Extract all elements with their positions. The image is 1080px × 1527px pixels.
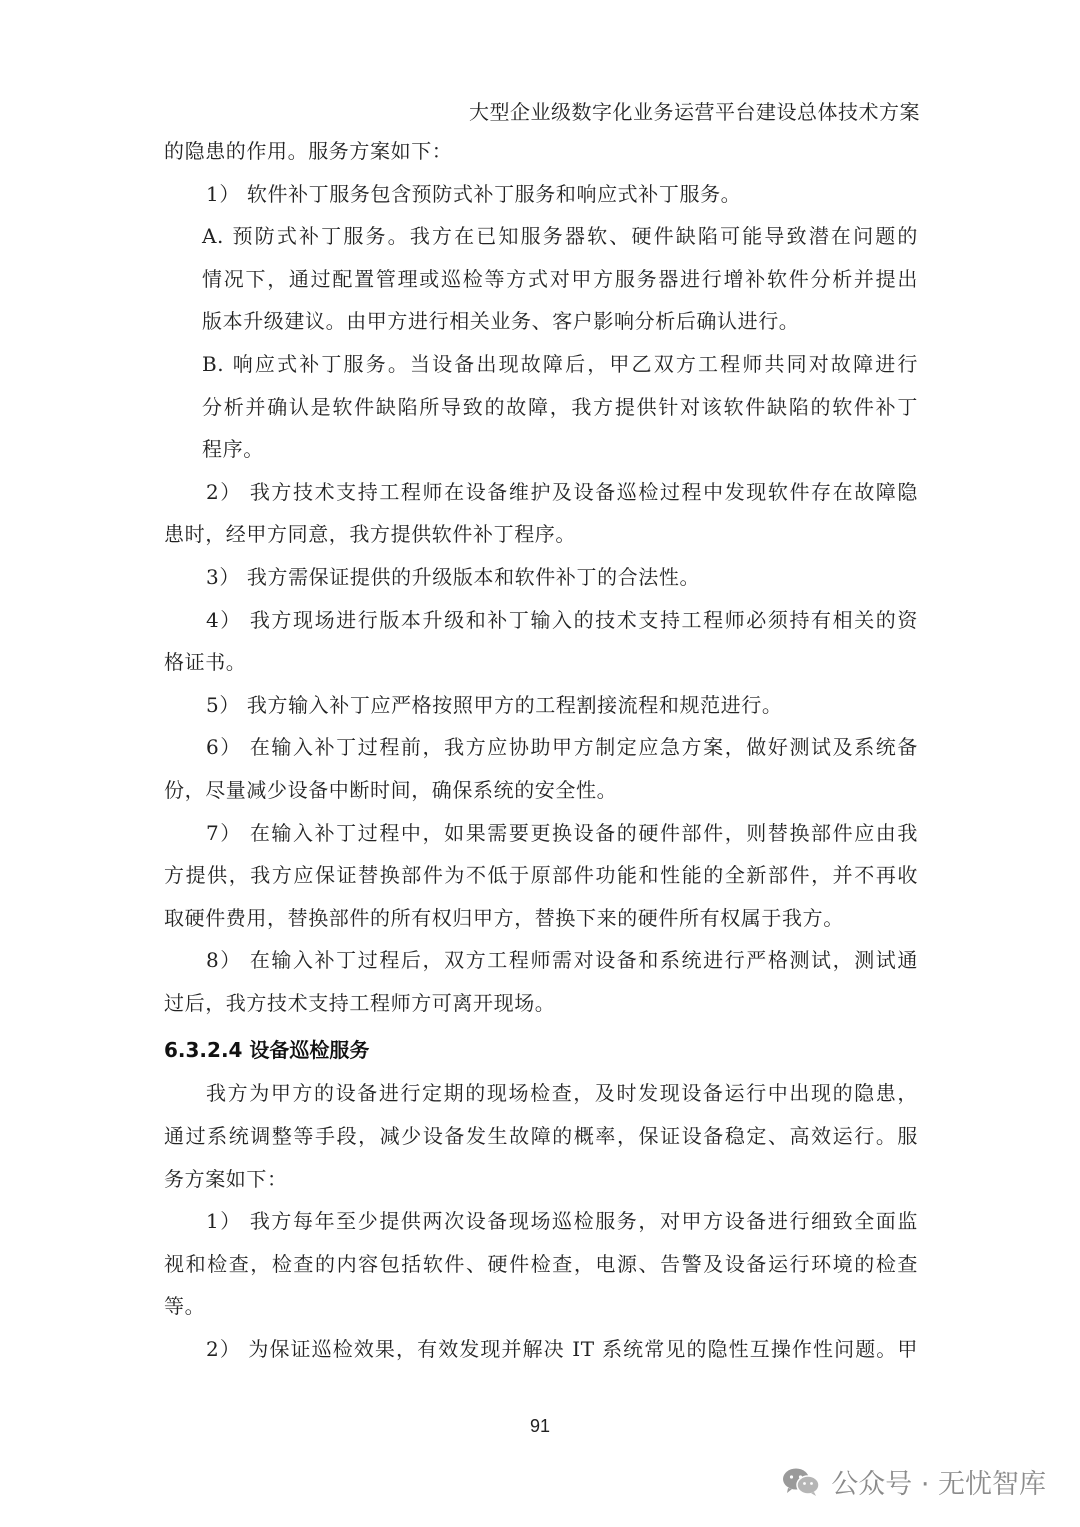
list-item-line: B. 响应式补丁服务。当设备出现故障后，甲乙双方工程师共同对故障进行 xyxy=(202,351,918,376)
document-body xyxy=(164,130,918,1371)
paragraph-line: 过后，我方技术支持工程师方可离开现场。 xyxy=(164,990,556,1015)
paragraph-line: 取硬件费用，替换部件的所有权归甲方，替换下来的硬件所有权属于我方。 xyxy=(164,905,844,930)
paragraph-line: 务方案如下： xyxy=(164,1166,288,1191)
paragraph-line: 格证书。 xyxy=(164,650,247,675)
list-item-line: A. 预防式补丁服务。我方在已知服务器软、硬件缺陷可能导致潜在问题的 xyxy=(202,224,918,249)
paragraph-line: 的隐患的作用。服务方案如下： xyxy=(164,139,453,163)
list-item-line: 5） 我方输入补丁应严格按照甲方的工程割接流程和规范进行。 xyxy=(206,692,783,717)
paragraph-line: 我方为甲方的设备进行定期的现场检查，及时发现设备运行中出现的隐患， xyxy=(206,1081,918,1106)
watermark xyxy=(781,1462,1046,1501)
list-item-line: 8） 在输入补丁过程后，双方工程师需对设备和系统进行严格测试，测试通 xyxy=(206,948,918,973)
list-item-line: 分析并确认是软件缺陷所导致的故障，我方提供针对该软件缺陷的软件补丁 xyxy=(202,394,918,419)
list-item-line: 版本升级建议。由甲方进行相关业务、客户影响分析后确认进行。 xyxy=(202,309,800,334)
page-number: 91 xyxy=(529,1416,551,1436)
paragraph-line: 方提供，我方应保证替换部件为不低于原部件功能和性能的全新部件，并不再收 xyxy=(164,863,918,888)
list-item-line: 6） 在输入补丁过程前，我方应协助甲方制定应急方案，做好测试及系统备 xyxy=(206,735,918,760)
paragraph-line: 等。 xyxy=(164,1294,206,1319)
running-header: 大型企业级数字化业务运营平台建设总体技术方案 xyxy=(469,100,920,124)
wechat-icon xyxy=(781,1467,821,1497)
list-item-line: 2） 为保证巡检效果，有效发现并解决 IT 系统常见的隐性互操作性问题。甲 xyxy=(206,1337,918,1362)
paragraph-line: 份，尽量减少设备中断时间，确保系统的安全性。 xyxy=(164,777,618,802)
list-item-line: 3） 我方需保证提供的升级版本和软件补丁的合法性。 xyxy=(206,564,701,589)
section-heading: 6.3.2.4 设备巡检服务 xyxy=(164,1038,370,1063)
watermark-text: 公众号 · 无忧智库 xyxy=(831,1469,1046,1500)
list-item-line: 情况下，通过配置管理或巡检等方式对甲方服务器进行增补软件分析并提出 xyxy=(202,266,918,291)
paragraph-line: 通过系统调整等手段，减少设备发生故障的概率，保证设备稳定、高效运行。服 xyxy=(164,1124,918,1149)
list-item-line: 1） 软件补丁服务包含预防式补丁服务和响应式补丁服务。 xyxy=(206,181,742,206)
list-item-line: 7） 在输入补丁过程中，如果需要更换设备的硬件部件，则替换部件应由我 xyxy=(206,820,918,845)
paragraph-line: 视和检查，检查的内容包括软件、硬件检查，电源、告警及设备运行环境的检查 xyxy=(164,1251,918,1276)
list-item-line: 2） 我方技术支持工程师在设备维护及设备巡检过程中发现软件存在故障隐 xyxy=(206,479,918,504)
paragraph-line: 患时，经甲方同意，我方提供软件补丁程序。 xyxy=(164,522,576,547)
list-item-line: 4） 我方现场进行版本升级和补丁输入的技术支持工程师必须持有相关的资 xyxy=(206,607,918,632)
list-item-line: 程序。 xyxy=(202,437,264,462)
list-item-line: 1） 我方每年至少提供两次设备现场巡检服务，对甲方设备进行细致全面监 xyxy=(206,1209,918,1234)
